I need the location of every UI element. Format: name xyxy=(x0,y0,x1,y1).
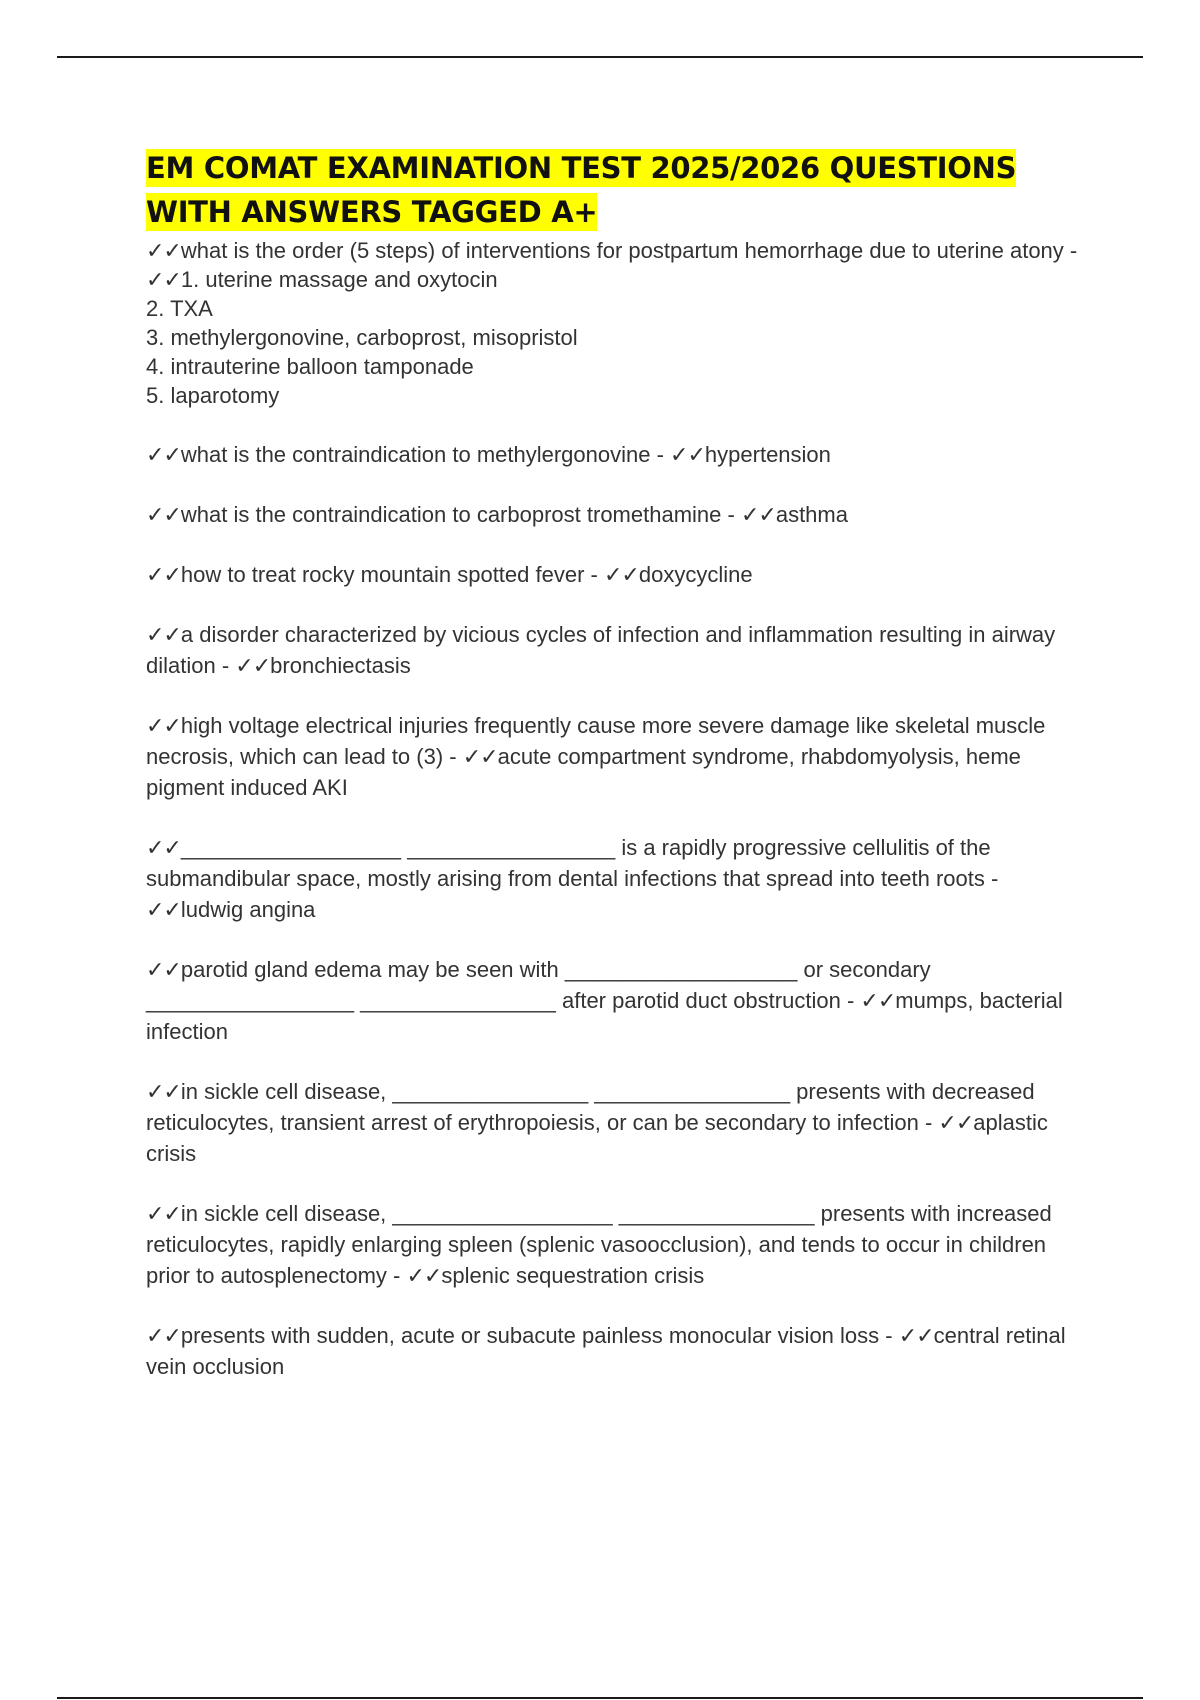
qa-item xyxy=(146,832,1096,925)
check-marker-icon: ✓✓ xyxy=(146,562,181,587)
check-marker-icon: ✓✓ xyxy=(146,1323,181,1348)
answer-text: aplastic crisis xyxy=(146,1110,1048,1166)
title-highlight: EM COMAT EXAMINATION TEST 2025/2026 QUESTIONS WITH ANSWERS TAGGED A+ xyxy=(146,151,1017,229)
question-text: how to treat rocky mountain spotted fever xyxy=(180,562,585,587)
question-text: in sickle cell disease, ________________ ________________ presents with decreased reticulocytes, transient arrest of erythropoiesis, or can be secondary to infection xyxy=(146,1079,1035,1135)
qa-item xyxy=(146,499,1096,530)
qa-separator: - xyxy=(650,442,671,467)
check-marker-icon: ✓✓ xyxy=(146,1079,181,1104)
check-marker-icon: ✓✓ xyxy=(860,988,896,1013)
answer-text: bronchiectasis xyxy=(270,653,411,678)
check-marker-icon: ✓✓ xyxy=(146,1201,181,1226)
qa-item xyxy=(146,559,1096,590)
check-marker-icon: ✓✓ xyxy=(146,267,181,292)
qa-item xyxy=(146,1198,1096,1291)
qa-separator: - xyxy=(918,1110,939,1135)
check-marker-icon: ✓✓ xyxy=(406,1263,442,1288)
answer-text: hypertension xyxy=(704,442,831,467)
question-text: in sickle cell disease, __________________ ________________ presents with increased reticulocytes, rapidly enlarging spleen (splenic vasoocclusion), and tends to occur in children prior to autosplenectomy xyxy=(146,1201,1052,1288)
question-text: what is the contraindication to carboprost tromethamine xyxy=(180,502,722,527)
qa-item xyxy=(146,1320,1096,1382)
check-marker-icon: ✓✓ xyxy=(462,744,498,769)
qa-separator: - xyxy=(215,653,236,678)
check-marker-icon: ✓✓ xyxy=(146,713,181,738)
question-text: presents with sudden, acute or subacute painless monocular vision loss xyxy=(180,1323,880,1348)
qa-separator: - xyxy=(879,1323,899,1348)
question-text: what is the order (5 steps) of interventions for postpartum hemorrhage due to uterine atony xyxy=(180,238,1064,263)
question-text: what is the contraindication to methylergonovine xyxy=(180,442,651,467)
check-marker-icon: ✓✓ xyxy=(146,238,181,263)
check-marker-icon: ✓✓ xyxy=(938,1110,974,1135)
check-marker-icon: ✓✓ xyxy=(670,442,705,467)
check-marker-icon: ✓✓ xyxy=(235,653,271,678)
answer-text: mumps, bacterial infection xyxy=(146,988,1063,1044)
qa-separator: - xyxy=(386,1263,407,1288)
answer-text: central retinal vein occlusion xyxy=(146,1323,1066,1379)
footer-rule xyxy=(57,1697,1143,1699)
qa-item xyxy=(146,710,1096,803)
qa-separator: - xyxy=(840,988,861,1013)
qa-item xyxy=(146,1076,1096,1169)
check-marker-icon: ✓✓ xyxy=(146,442,181,467)
check-marker-icon: ✓✓ xyxy=(603,562,639,587)
check-marker-icon: ✓✓ xyxy=(146,622,181,647)
answer-text: splenic sequestration crisis xyxy=(441,1263,705,1288)
answer-text: doxycycline xyxy=(638,562,753,587)
qa-list xyxy=(146,236,1096,1382)
qa-separator: - xyxy=(721,502,741,527)
answer-text: acute compartment syndrome, rhabdomyolysis, heme pigment induced AKI xyxy=(146,744,1021,800)
check-marker-icon: ✓✓ xyxy=(146,897,181,922)
question-text: a disorder characterized by vicious cycles of infection and inflammation resulting in airway dilation xyxy=(146,622,1056,678)
qa-separator: - xyxy=(443,744,463,769)
document-title xyxy=(146,146,1096,234)
qa-separator: - xyxy=(584,562,604,587)
check-marker-icon: ✓✓ xyxy=(146,502,181,527)
document-body xyxy=(146,146,1096,1411)
check-marker-icon: ✓✓ xyxy=(146,835,181,860)
qa-item xyxy=(146,619,1096,681)
answer-text: ludwig angina xyxy=(180,897,316,922)
check-marker-icon: ✓✓ xyxy=(898,1323,934,1348)
check-marker-icon: ✓✓ xyxy=(740,502,776,527)
question-text: __________________ _________________ is a rapidly progressive cellulitis of the submandibular space, mostly arising from dental infections that spread into teeth roots xyxy=(146,835,991,891)
qa-item xyxy=(146,954,1096,1047)
question-text: parotid gland edema may be seen with ___________________ or secondary _________________ ________________ after parotid duct obstruction xyxy=(146,957,931,1013)
header-rule xyxy=(57,56,1143,58)
qa-separator: - xyxy=(984,866,999,891)
answer-text: 1. uterine massage and oxytocin 2. TXA 3. methylergonovine, carboprost, misopristol 4. intrauterine balloon tamponade 5. laparotomy xyxy=(146,267,578,408)
qa-item xyxy=(146,439,1096,470)
question-text: high voltage electrical injuries frequently cause more severe damage like skeletal muscle necrosis, which can lead to (3) xyxy=(146,713,1046,769)
check-marker-icon: ✓✓ xyxy=(146,957,181,982)
qa-item xyxy=(146,236,1096,410)
answer-text: asthma xyxy=(775,502,848,527)
qa-separator: - xyxy=(1063,238,1078,263)
